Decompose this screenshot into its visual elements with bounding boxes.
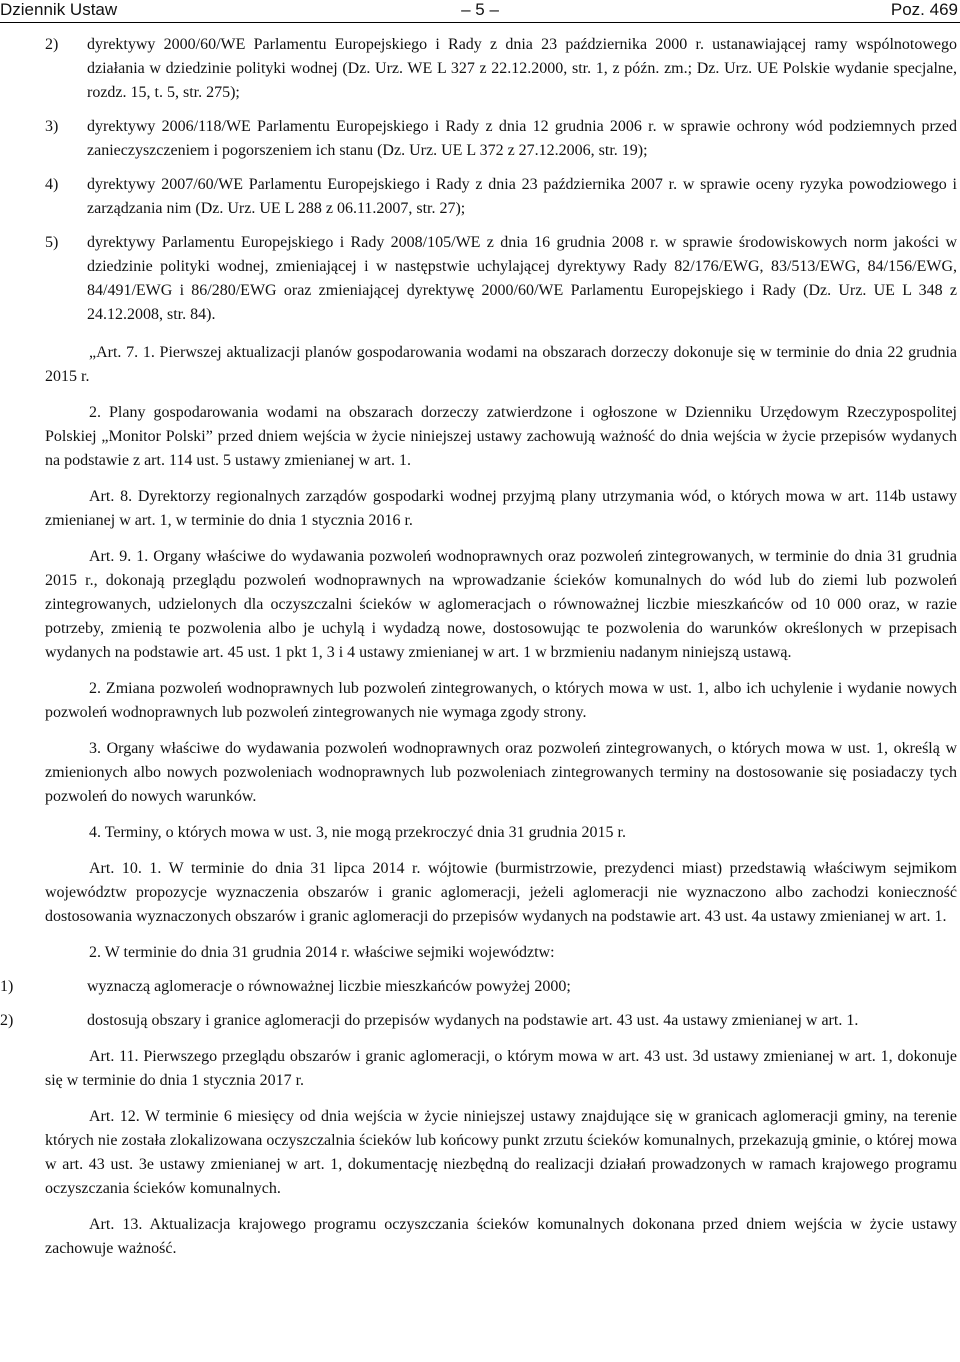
list-item [45,33,957,105]
list-item [0,975,957,999]
list-item [45,115,957,163]
page-header [0,0,960,23]
list-item-number: 3) [45,118,59,135]
list-item [45,231,957,327]
article-paragraph: 2. Zmiana pozwoleń wodnoprawnych lub pozwoleń zintegrowanych, o których mowa w ust. 1, albo ich uchylenie i wydanie nowych pozwoleń wodnoprawnych lub pozwoleń zintegrowanych nie wymaga zgody strony. [45,680,957,721]
list-item-number: 2) [0,1012,14,1029]
article-paragraph: 2. Plany gospodarowania wodami na obszarach dorzeczy zatwierdzone i ogłoszone w Dzienniku Urzędowym Rzeczypospolitej Polskiej „Monitor Polski” przed dniem wejścia w życie niniejszej ustawy zachowują ważność do dnia wejścia w życie przepisów wydanych na podstawie z art. 114 ust. 5 ustawy zmienianej w art. 1. [45,404,957,469]
article-paragraph: 3. Organy właściwe do wydawania pozwoleń wodnoprawnych oraz pozwoleń zintegrowanych, o których mowa w ust. 1, określą w zmienionych albo nowych pozwoleniach wodnoprawnych lub pozwoleniach zintegrowanych terminy na dostosowanie się posiadaczy tych pozwoleń do nowych warunków. [45,740,957,805]
document-body [0,33,957,1273]
list-item-number: 2) [45,36,59,53]
list-item [45,173,957,221]
list-item-number: 5) [45,234,59,251]
article-paragraph: Art. 12. W terminie 6 miesięcy od dnia wejścia w życie niniejszej ustawy znajdujące się w granicach aglomeracji gminy, na terenie których nie została zlokalizowana oczyszczalnia ścieków lub końcowy punkt zrzutu ścieków komunalnych, przekazują gminie, o której mowa w art. 43 ust. 3e ustawy zmienianej w art. 1, dokumentację niezbędną do realizacji działań prowadzonych w ramach krajowego programu oczyszczania ścieków komunalnych. [45,1108,957,1197]
article-paragraph: Art. 10. 1. W terminie do dnia 31 lipca 2014 r. wójtowie (burmistrzowie, prezydenci miast) przedstawią właściwym sejmikom województw propozycje wyznaczenia obszarów i granic aglomeracji, jeżeli aglomeracji nie wyznaczono albo zachodzi konieczność dostosowania wyznaczonych obszarów i granic aglomeracji do przepisów wydanych na podstawie art. 43 ust. 4a ustawy zmienianej w art. 1. [45,860,957,925]
page-number: – 5 – [461,0,499,19]
article-paragraph: 4. Terminy, o których mowa w ust. 3, nie mogą przekroczyć dnia 31 grudnia 2015 r. [89,824,626,841]
publication-title: Dziennik Ustaw [0,0,118,19]
list-item [0,1009,957,1033]
article-paragraph: Art. 8. Dyrektorzy regionalnych zarządów gospodarki wodnej przyjmą plany utrzymania wód, o których mowa w art. 114b ustawy zmienianej w art. 1, w terminie do dnia 1 stycznia 2016 r. [45,488,957,529]
list-item-text: dyrektywy 2000/60/WE Parlamentu Europejskiego i Rady z dnia 23 października 2000 r. ustanawiającej ramy wspólnotowego działania w dziedzinie polityki wodnej (Dz. Urz. WE L 327 z 22.12.2000, str. 1, z późn. zm.; Dz. Urz. UE Polskie wydanie specjalne, rozdz. 15, t. 5, str. 275); [87,36,957,101]
article-paragraph: Art. 11. Pierwszego przeglądu obszarów i granic aglomeracji, o którym mowa w art. 43 ust. 3d ustawy zmienianej w art. 1, dokonuje się w terminie do dnia 1 stycznia 2017 r. [45,1048,957,1089]
article-paragraph: Art. 13. Aktualizacja krajowego programu oczyszczania ścieków komunalnych dokonana przed dniem wejścia w życie ustawy zachowuje ważność. [45,1216,957,1257]
list-item-number: 4) [45,176,59,193]
article-paragraph: „Art. 7. 1. Pierwszej aktualizacji planów gospodarowania wodami na obszarach dorzeczy dokonuje się w terminie do dnia 22 grudnia 2015 r. [45,344,957,385]
list-item-text: dyrektywy Parlamentu Europejskiego i Rady 2008/105/WE z dnia 16 grudnia 2008 r. w sprawie środowiskowych norm jakości w dziedzinie polityki wodnej, zmieniającej i w następstwie uchylającej dyrektywy Rady 82/176/EWG, 83/513/EWG, 84/156/EWG, 84/491/EWG i 86/280/EWG oraz zmieniającej dyrektywę 2000/60/WE Parlamentu Europejskiego i Rady (Dz. Urz. UE L 348 z 24.12.2008, str. 84). [87,234,957,323]
position-number: Poz. 469 [890,0,958,19]
article-paragraph: 2. W terminie do dnia 31 grudnia 2014 r. właściwe sejmiki województw: [89,944,555,961]
article-paragraph: Art. 9. 1. Organy właściwe do wydawania pozwoleń wodnoprawnych oraz pozwoleń zintegrowanych, w terminie do dnia 31 grudnia 2015 r., dokonają przeglądu pozwoleń wodnoprawnych na wprowadzanie ścieków komunalnych do wód lub do ziemi lub pozwoleń zintegrowanych, udzielonych dla oczyszczalni ścieków w aglomeracjach o równoważnej liczbie mieszkańców od 10 000 oraz, w razie potrzeby, zmienią te pozwolenia albo je uchylą i wydadzą nowe, dostosowując te pozwolenia do warunków określonych w przepisach wydanych na podstawie art. 45 ust. 1 pkt 1, 3 i 4 ustawy zmienianej w art. 1 w brzmieniu nadanym niniejszą ustawą. [45,548,957,661]
list-item-number: 1) [0,978,14,995]
list-item-text: wyznaczą aglomeracje o równoważnej liczbie mieszkańców powyżej 2000; [87,978,571,995]
list-item-text: dyrektywy 2006/118/WE Parlamentu Europejskiego i Rady z dnia 12 grudnia 2006 r. w sprawie ochrony wód podziemnych przed zanieczyszczeniem i pogorszeniem ich stanu (Dz. Urz. UE L 372 z 27.12.2006, str. 19); [87,118,957,159]
list-item-text: dostosują obszary i granice aglomeracji do przepisów wydanych na podstawie art. 43 ust. 4a ustawy zmienianej w art. 1. [87,1012,859,1029]
list-item-text: dyrektywy 2007/60/WE Parlamentu Europejskiego i Rady z dnia 23 października 2007 r. w sprawie oceny ryzyka powodziowego i zarządzania nim (Dz. Urz. UE L 288 z 06.11.2007, str. 27); [87,176,957,217]
